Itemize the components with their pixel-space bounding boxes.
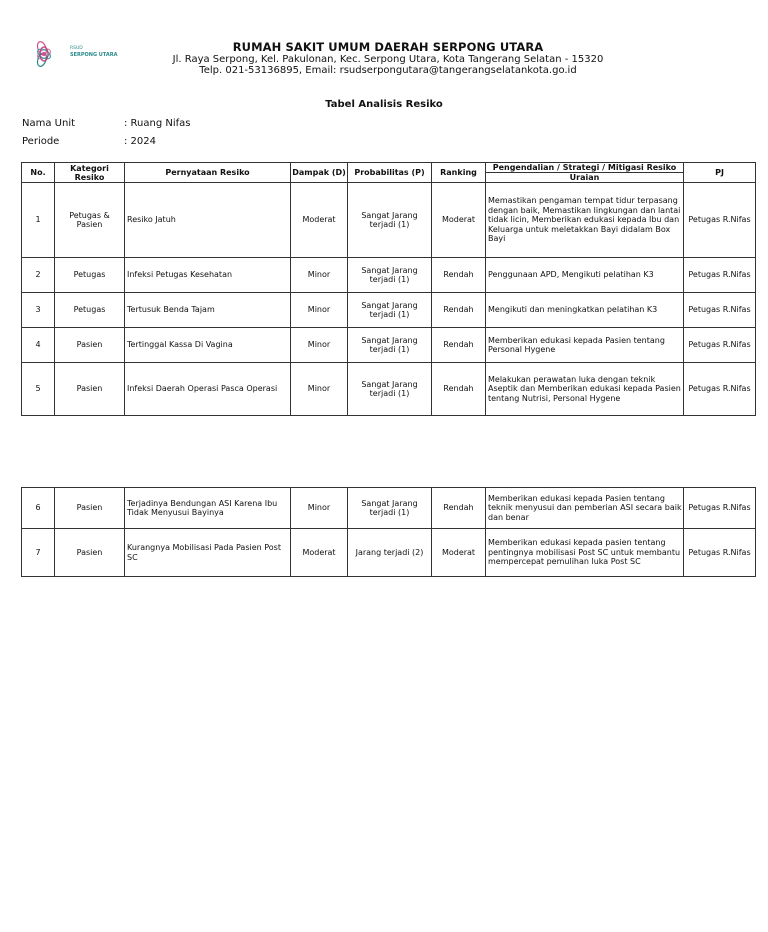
hospital-logo (30, 38, 118, 70)
cell-pernyataan: Infeksi Daerah Operasi Pasca Operasi (125, 363, 291, 416)
table-row (22, 363, 756, 416)
periode-value: : 2024 (124, 136, 156, 147)
cell-uraian: Memberikan edukasi kepada Pasien tentang Personal Hygene (486, 328, 684, 363)
header-dampak: Dampak (D) (291, 163, 348, 183)
cell-ranking: Rendah (432, 363, 486, 416)
hospital-contact: Telp. 021-53136895, Email: rsudserpongutara@tangerangselatankota.go.id (199, 65, 577, 76)
table-row (22, 529, 756, 577)
document-title: Tabel Analisis Resiko (325, 99, 443, 110)
cell-dampak: Minor (291, 328, 348, 363)
cell-ranking: Rendah (432, 488, 486, 529)
cell-ranking: Moderat (432, 183, 486, 258)
table-row (22, 183, 756, 258)
cell-probabilitas: Sangat Jarang terjadi (1) (348, 488, 432, 529)
cell-uraian: Mengikuti dan meningkatkan pelatihan K3 (486, 293, 684, 328)
risk-table-body-page2 (22, 488, 756, 577)
header-ranking: Ranking (432, 163, 486, 183)
cell-pernyataan: Infeksi Petugas Kesehatan (125, 258, 291, 293)
header-kategori: Kategori Resiko (55, 163, 125, 183)
logo-text-big: SERPONG UTARA (70, 52, 118, 58)
cell-uraian: Memberikan edukasi kepada Pasien tentang teknik menyusui dan pemberian ASI secara baik dan benar (486, 488, 684, 529)
cell-uraian: Memastikan pengaman tempat tidur terpasang dengan baik, Memastikan lingkungan dan lantai tidak licin, Memberikan edukasi kepada Ibu dan Keluarga untuk meletakkan Bayi didalam Box Bayi (486, 183, 684, 258)
header-pernyataan: Pernyataan Resiko (125, 163, 291, 183)
cell-dampak: Minor (291, 488, 348, 529)
cell-kategori: Pasien (55, 363, 125, 416)
header-no: No. (22, 163, 55, 183)
cell-kategori: Petugas (55, 293, 125, 328)
periode-label: Periode (22, 136, 60, 147)
cell-dampak: Moderat (291, 183, 348, 258)
cell-ranking: Rendah (432, 328, 486, 363)
cell-probabilitas: Sangat Jarang terjadi (1) (348, 183, 432, 258)
hospital-name: RUMAH SAKIT UMUM DAERAH SERPONG UTARA (232, 40, 544, 54)
hospital-address: Jl. Raya Serpong, Kel. Pakulonan, Kec. Serpong Utara, Kota Tangerang Selatan - 15320 (172, 54, 604, 65)
cell-probabilitas: Sangat Jarang terjadi (1) (348, 328, 432, 363)
cell-ranking: Rendah (432, 293, 486, 328)
cell-pernyataan: Terjadinya Bendungan ASI Karena Ibu Tidak Menyusui Bayinya (125, 488, 291, 529)
cell-dampak: Minor (291, 258, 348, 293)
table-row (22, 293, 756, 328)
cell-kategori: Pasien (55, 529, 125, 577)
table-row (22, 258, 756, 293)
cell-kategori: Pasien (55, 488, 125, 529)
cell-no: 3 (22, 293, 55, 328)
cell-uraian: Memberikan edukasi kepada pasien tentang pentingnya mobilisasi Post SC untuk membantu mempercepat pemulihan luka Post SC (486, 529, 684, 577)
cell-dampak: Minor (291, 363, 348, 416)
cell-no: 2 (22, 258, 55, 293)
risk-table-body-page1 (22, 183, 756, 416)
flower-logo-icon (30, 38, 70, 70)
cell-uraian: Melakukan perawatan luka dengan teknik Aseptik dan Memberikan edukasi kepada Pasien tentang Nutrisi, Personal Hygene (486, 363, 684, 416)
cell-dampak: Minor (291, 293, 348, 328)
table-row (22, 328, 756, 363)
cell-pernyataan: Tertusuk Benda Tajam (125, 293, 291, 328)
logo-text-small: RSUD (70, 46, 83, 51)
cell-pj: Petugas R.Nifas (684, 363, 756, 416)
cell-pj: Petugas R.Nifas (684, 183, 756, 258)
cell-kategori: Petugas & Pasien (55, 183, 125, 258)
cell-pj: Petugas R.Nifas (684, 488, 756, 529)
unit-value: : Ruang Nifas (124, 118, 191, 129)
cell-pj: Petugas R.Nifas (684, 258, 756, 293)
cell-kategori: Pasien (55, 328, 125, 363)
table-row (22, 488, 756, 529)
cell-pernyataan: Resiko Jatuh (125, 183, 291, 258)
cell-pernyataan: Tertinggal Kassa Di Vagina (125, 328, 291, 363)
cell-no: 5 (22, 363, 55, 416)
cell-ranking: Moderat (432, 529, 486, 577)
cell-probabilitas: Sangat Jarang terjadi (1) (348, 363, 432, 416)
logo-text (70, 46, 117, 58)
cell-dampak: Moderat (291, 529, 348, 577)
header-pengendalian: Pengendalian / Strategi / Mitigasi Resiko (486, 163, 684, 173)
risk-table-continued (21, 487, 756, 577)
cell-ranking: Rendah (432, 258, 486, 293)
cell-pernyataan: Kurangnya Mobilisasi Pada Pasien Post SC (125, 529, 291, 577)
cell-no: 4 (22, 328, 55, 363)
header-probabilitas: Probabilitas (P) (348, 163, 432, 183)
risk-table (21, 162, 756, 416)
cell-no: 1 (22, 183, 55, 258)
header-uraian: Uraian (486, 173, 684, 183)
cell-uraian: Penggunaan APD, Mengikuti pelatihan K3 (486, 258, 684, 293)
cell-pj: Petugas R.Nifas (684, 529, 756, 577)
cell-probabilitas: Jarang terjadi (2) (348, 529, 432, 577)
unit-label: Nama Unit (22, 118, 76, 129)
header-pj: PJ (684, 163, 756, 183)
cell-pj: Petugas R.Nifas (684, 293, 756, 328)
cell-no: 7 (22, 529, 55, 577)
cell-probabilitas: Sangat Jarang terjadi (1) (348, 293, 432, 328)
cell-probabilitas: Sangat Jarang terjadi (1) (348, 258, 432, 293)
cell-no: 6 (22, 488, 55, 529)
cell-kategori: Petugas (55, 258, 125, 293)
cell-pj: Petugas R.Nifas (684, 328, 756, 363)
